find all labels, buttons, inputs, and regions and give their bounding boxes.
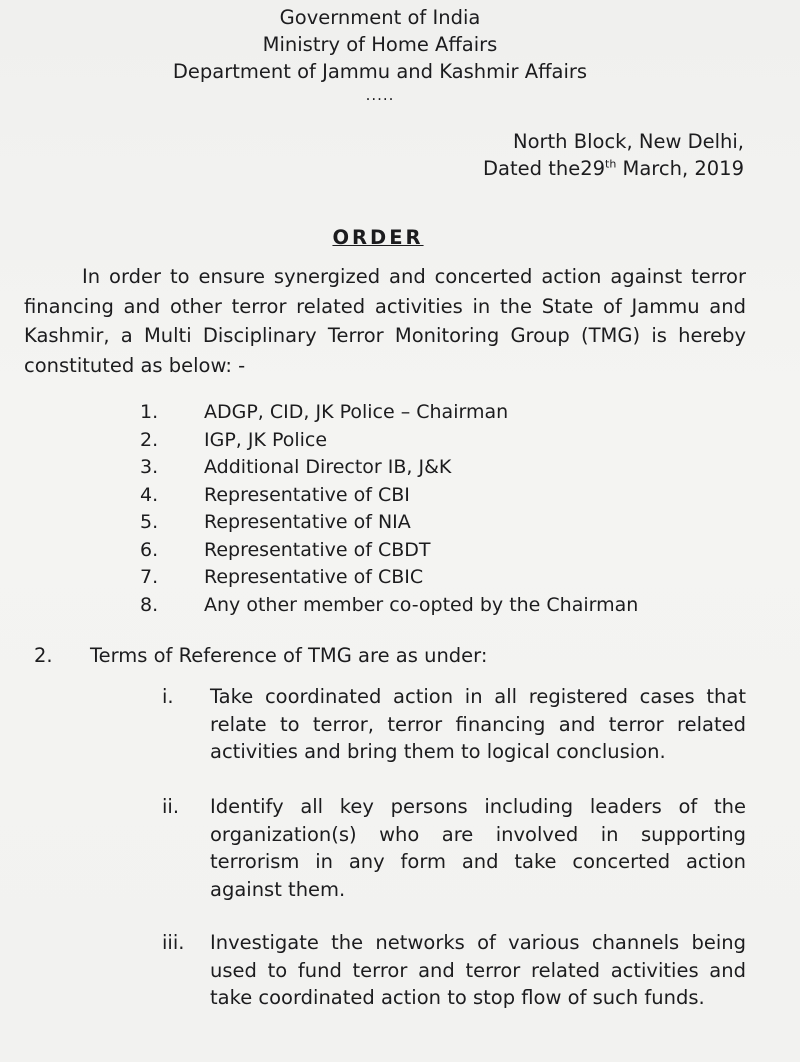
terms-item-number: iii.: [162, 931, 185, 954]
member-text: Representative of CBDT: [204, 538, 431, 561]
member-text: Additional Director IB, J&K: [204, 456, 452, 478]
member-number: 8.: [140, 593, 159, 616]
terms-item-text: Identify all key persons including leaders of the organization(s) who are involved in supporting terrorism in any form and take concerted action against them.: [210, 795, 746, 901]
member-text: Representative of NIA: [204, 511, 411, 533]
date-ordinal: th: [605, 157, 617, 171]
member-list: [140, 399, 638, 619]
date: [483, 155, 744, 182]
member-number: 2.: [140, 428, 159, 451]
member-number: 4.: [140, 483, 159, 506]
member-text: IGP, JK Police: [204, 428, 328, 451]
member-item: [140, 509, 638, 537]
terms-item-text: Take coordinated action in all registered cases that relate to terror, terror financing and terror related activities and bring them to logical conclusion.: [210, 685, 746, 763]
government-name: Government of India: [279, 6, 481, 29]
terms-item: [162, 683, 746, 766]
member-number: 3.: [140, 456, 159, 478]
member-text: Any other member co-opted by the Chairman: [204, 593, 639, 616]
order-title: ORDER: [332, 226, 424, 249]
section-number: 2.: [34, 644, 53, 667]
department-name: Department of Jammu and Kashmir Affairs: [172, 60, 588, 83]
date-rest: March, 2019: [616, 157, 744, 180]
member-text: Representative of CBI: [204, 483, 410, 506]
place-and-date: [483, 128, 744, 182]
member-item: [140, 592, 638, 620]
member-item: [140, 454, 638, 482]
member-item: [140, 537, 638, 565]
terms-heading-text: Terms of Reference of TMG are as under:: [90, 644, 488, 667]
member-text: ADGP, CID, JK Police – Chairman: [204, 401, 509, 423]
member-number: 7.: [140, 566, 159, 588]
member-item: [140, 482, 638, 510]
date-prefix: Dated the29: [483, 157, 606, 180]
member-text: Representative of CBIC: [204, 566, 424, 588]
terms-item-number: ii.: [162, 795, 180, 818]
letterhead: [150, 4, 610, 105]
member-number: 5.: [140, 511, 159, 533]
terms-item: [162, 793, 746, 903]
member-number: 1.: [140, 401, 159, 423]
terms-item-number: i.: [162, 685, 174, 708]
terms-item: [162, 929, 746, 1012]
member-item: [140, 399, 638, 427]
intro-paragraph: In order to ensure synergized and concerted action against terror financing and other terror related activities in the State of Jammu and Kashmir, a Multi Disciplinary Terror Monitoring Group (TMG) is hereby constituted as below: -: [24, 265, 746, 377]
member-item: [140, 427, 638, 455]
terms-heading: [34, 642, 487, 669]
terms-item-text: Investigate the networks of various channels being used to fund terror and terror related activities and take coordinated action to stop flow of such funds.: [210, 931, 746, 1009]
member-number: 6.: [140, 538, 159, 561]
header-separator: .....: [365, 86, 395, 104]
member-item: [140, 564, 638, 592]
place: North Block, New Delhi,: [512, 130, 744, 153]
ministry-name: Ministry of Home Affairs: [262, 33, 498, 56]
